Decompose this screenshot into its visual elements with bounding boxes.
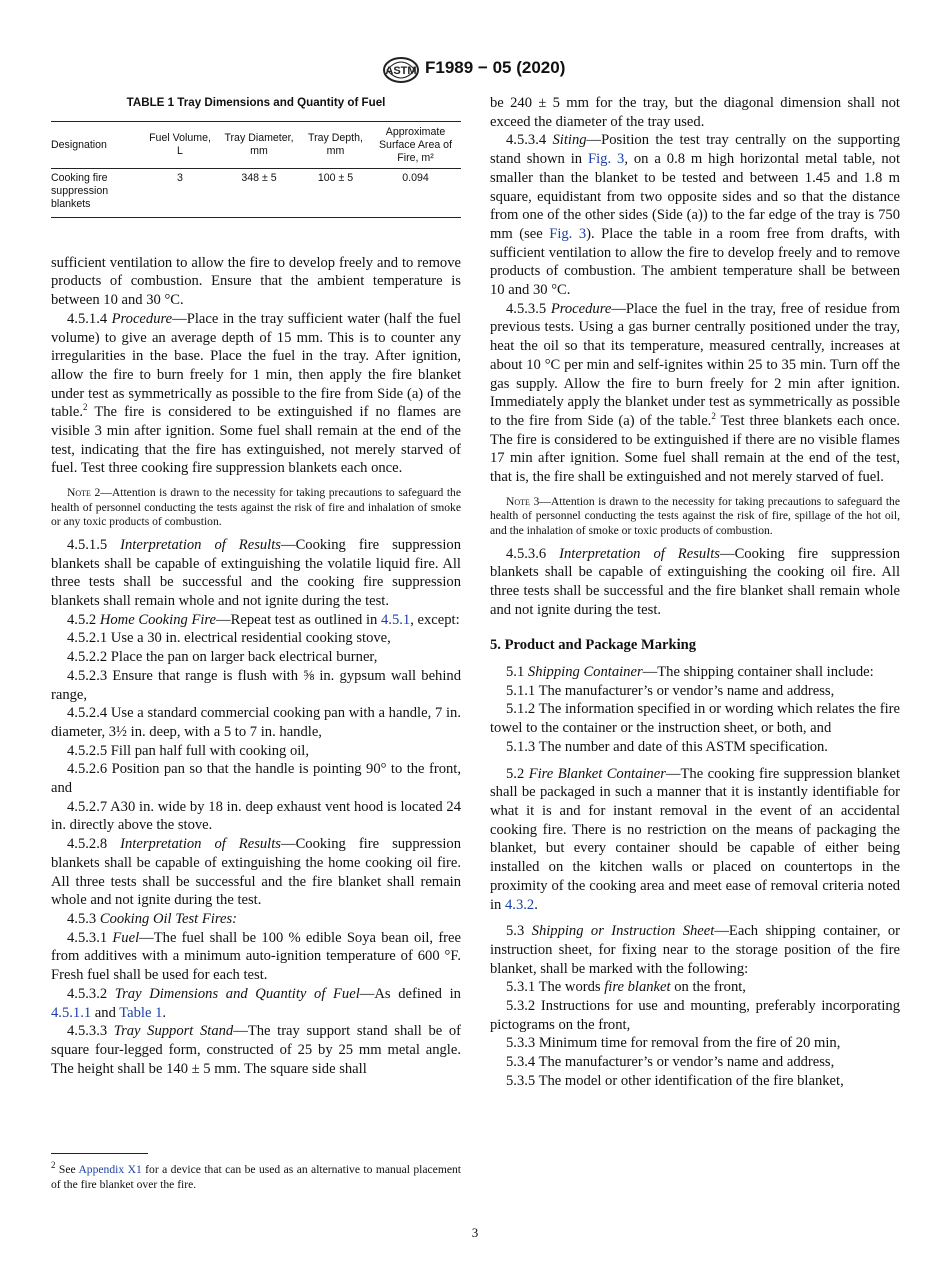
paragraph-5-3-1: 5.3.1 The words fire blanket on the front, bbox=[506, 979, 746, 996]
paragraph: 5.3.5 The model or other identification of the fire blanket, bbox=[506, 1072, 844, 1089]
paragraph-4-5-3-6: 4.5.3.6 Interpretation of Results—Cooking fire suppression blankets shall be capable of extinguishing the cooking oil fire. All three tests shall be successful and the fire blanket shall remain whole and not ignite during the test. bbox=[490, 545, 900, 618]
paragraph: 5.3.3 Minimum time for removal from the fire of 20 min, bbox=[506, 1035, 841, 1052]
paragraph: 4.5.2.5 Fill pan half full with cooking oil, bbox=[67, 742, 309, 759]
col-header-surface-area: Approximate Surface Area of Fire, m² bbox=[370, 121, 461, 168]
paragraph-4-5-3-3: 4.5.3.3 Tray Support Stand—The tray support stand shall be of square four-legged form, constructed of 25 by 25 mm metal angle. The height shall be 140 ± 5 mm. The square side shall bbox=[51, 1023, 461, 1077]
paragraph-4-5-3-2: 4.5.3.2 Tray Dimensions and Quantity of Fuel—As defined in 4.5.1.1 and Table 1. bbox=[51, 985, 461, 1021]
paragraph: 4.5.2.3 Ensure that range is flush with ⅝ in. gypsum wall behind range, bbox=[51, 667, 461, 703]
right-column bbox=[490, 94, 900, 1091]
col-header-fuel-volume: Fuel Volume, L bbox=[143, 121, 217, 168]
paragraph: 4.5.2.2 Place the pan on larger back electrical burner, bbox=[67, 649, 378, 666]
link-fig-3[interactable]: Fig. 3 bbox=[588, 151, 625, 168]
paragraph: 5.1.2 The information specified in or wording which relates the fire towel to the container or the instruction sheet, or both, and bbox=[490, 701, 900, 737]
paragraph: 4.5.2.7 A30 in. wide by 18 in. deep exhaust vent hood is located 24 in. directly above the stove. bbox=[51, 798, 461, 834]
paragraph-5-2: 5.2 Fire Blanket Container—The cooking fire suppression blanket shall be packaged in such a manner that it is instantly identifiable for what it is and for instant removal in the event of an accidental cooking fire. There is no restriction on the means of packaging the blanket, but every container should be capable of either being installed on the kitchen walls or placed on countertops in the proximity of the cooking area and meet ease of removal criteria noted in 4.3.2. bbox=[490, 765, 901, 913]
footnote: $^2$ See Appendix X1 for a device that can be used as an alternative to manual placement of the fire blanket over the fire. bbox=[51, 1160, 461, 1191]
paragraph: 5.1.1 The manufacturer’s or vendor’s name and address, bbox=[506, 682, 835, 699]
left-column bbox=[51, 94, 461, 1078]
paragraph: 5.1.3 The number and date of this ASTM specification. bbox=[506, 738, 828, 755]
link-table-1[interactable]: Table 1 bbox=[119, 1004, 163, 1021]
table-title: TABLE 1 Tray Dimensions and Quantity of Fuel bbox=[126, 96, 386, 109]
paragraph: 4.5.2.4 Use a standard commercial cooking pan with a handle, 7 in. diameter, 3½ in. deep, with a 5 to 7 in. handle, bbox=[51, 705, 461, 740]
svg-text:ASTM: ASTM bbox=[385, 65, 417, 77]
link-4-5-1-1[interactable]: 4.5.1.1 bbox=[51, 1004, 92, 1021]
link-4-5-1[interactable]: 4.5.1 bbox=[381, 611, 411, 628]
footnote-rule bbox=[51, 1153, 148, 1154]
document-id: F1989 − 05 (2020) bbox=[425, 58, 566, 77]
table-cell: 348 ± 5 bbox=[217, 168, 301, 217]
paragraph: 4.5.2.1 Use a 30 in. electrical residential cooking stove, bbox=[67, 630, 391, 647]
col-header-tray-depth: Tray Depth, mm bbox=[301, 121, 370, 168]
paragraph: 4.5.2.6 Position pan so that the handle is pointing 90° to the front, and bbox=[51, 761, 461, 797]
paragraph-4-5-3-5: 4.5.3.5 Procedure—Place the fuel in the tray, free of residue from previous tests. Using a gas burner centrally positioned under the tray, heat the oil so that its temperature, measured centrally, increases at about 10 °C per min and self-ignites within 25 to 35 min. Turn off the gas supply. Allow the fire to burn freely for 2 min after ignition. Immediately apply the blanket under test as symmetrically as possible to the fire from Side (a) of the table.$^2$ Test three blankets each once. The fire is considered to be extinguished if there are no visible flames 17 min after ignition. Some fuel shall remain at the end of the test, that is, the fire shall be extinguished and not merely starved of fuel. bbox=[490, 300, 901, 486]
paragraph: sufficient ventilation to allow the fire to develop freely and to remove products of combustion. Ensure that the ambient temperature is between 10 and 30 °C. bbox=[51, 254, 461, 309]
astm-logo-icon bbox=[381, 56, 421, 84]
paragraph: 5.3.4 The manufacturer’s or vendor’s name and address, bbox=[506, 1054, 835, 1071]
paragraph-4-5-3: 4.5.3 Cooking Oil Test Fires: bbox=[67, 910, 238, 927]
paragraph-4-5-3-1: 4.5.3.1 Fuel—The fuel shall be 100 % edible Soya bean oil, free from additives with a minimum auto-ignition temperature of 600 °F. Fresh fuel shall be used for each test. bbox=[51, 929, 461, 984]
paragraph-4-5-3-4: 4.5.3.4 Siting—Position the test tray centrally on the supporting stand shown in Fig. 3, on a 0.8 m high horizontal metal table, not smaller than the blanket to be tested and between 1.45 and 1.8 m square, equidistant from two opposite sides and so that the distance from one of the other sides (Side (a)) to the far edge of the tray is 750 mm (see Fig. 3). Place the table in a room free from drafts, with sufficient ventilation to allow the fire to develop freely and to remove products of combustion. The ambient temperature shall be between 10 and 30 °C. bbox=[490, 132, 901, 299]
paragraph-5-3: 5.3 Shipping or Instruction Sheet—Each shipping container, or instruction sheet, for fixing near to the storage position of the fire blanket, shall be marked with the following: bbox=[490, 923, 900, 977]
paragraph: 5.3.2 Instructions for use and mounting, preferably incorporating pictograms on the front, bbox=[490, 998, 900, 1033]
table-header-row bbox=[51, 121, 461, 168]
note-2: Note 2—Attention is drawn to the necessity for taking precautions to safeguard the health of personnel conducting the tests against the risk of fire and inhalation of smoke or any toxic products of combustion. bbox=[51, 486, 461, 529]
section-heading: 5. Product and Package Marking bbox=[490, 637, 697, 654]
paragraph-5-1: 5.1 Shipping Container—The shipping container shall include: bbox=[506, 664, 874, 681]
table-cell: 0.094 bbox=[370, 168, 461, 217]
table-cell: 100 ± 5 bbox=[301, 168, 370, 217]
paragraph-4-5-1-5: 4.5.1.5 Interpretation of Results—Cooking fire suppression blankets shall be capable of extinguishing the volatile liquid fire. All three tests shall be successful and the cooking fire suppression blankets shall remain whole and not ignite during the test. bbox=[51, 536, 461, 610]
note-3: Note 3—Attention is drawn to the necessity for taking precautions to safeguard the health of personnel conducting the tests against the risk of fire, spillage of the hot oil, and the inhalation of smoke or toxic products of combustion. bbox=[490, 494, 900, 537]
page-header bbox=[0, 56, 950, 86]
page-number: 3 bbox=[471, 1225, 479, 1240]
col-header-tray-diameter: Tray Diameter, mm bbox=[217, 121, 301, 168]
table-cell: 3 bbox=[143, 168, 217, 217]
link-4-3-2[interactable]: 4.3.2 bbox=[505, 896, 535, 913]
link-appendix-x1[interactable]: Appendix X1 bbox=[78, 1163, 142, 1176]
paragraph-4-5-2-8: 4.5.2.8 Interpretation of Results—Cooking fire suppression blankets shall be capable of extinguishing the home cooking oil fire. All three tests shall be successful and the fire blanket shall remain whole and not ignite during the test. bbox=[51, 836, 461, 909]
col-header-designation: Designation bbox=[51, 121, 143, 168]
link-fig-3[interactable]: Fig. 3 bbox=[549, 225, 587, 242]
paragraph-4-5-1-4: 4.5.1.4 Procedure—Place in the tray sufficient water (half the fuel volume) to give an average depth of 15 mm. This is to counter any irregularities in the base. Place the fuel in the tray. After ignition, allow the fire to burn freely for 1 min, then apply the fire blanket under test as symmetrically as possible to the fire from Side (a) of the table.$^2$ The fire is considered to be extinguished if no flames are visible 3 min after ignition. Some fuel shall remain at the end of the test, indicating that the fire has extinguished, not merely starved of fuel. Test three cooking fire suppression blankets each once. bbox=[51, 310, 462, 477]
paragraph-4-5-2: 4.5.2 Home Cooking Fire—Repeat test as outlined in 4.5.1, except: bbox=[67, 611, 460, 628]
table-row bbox=[51, 168, 461, 217]
table-cell: Cooking fire suppression blankets bbox=[51, 168, 143, 217]
paragraph: be 240 ± 5 mm for the tray, but the diagonal dimension shall not exceed the diameter of the tray used. bbox=[490, 95, 900, 130]
fuel-table bbox=[51, 121, 461, 218]
